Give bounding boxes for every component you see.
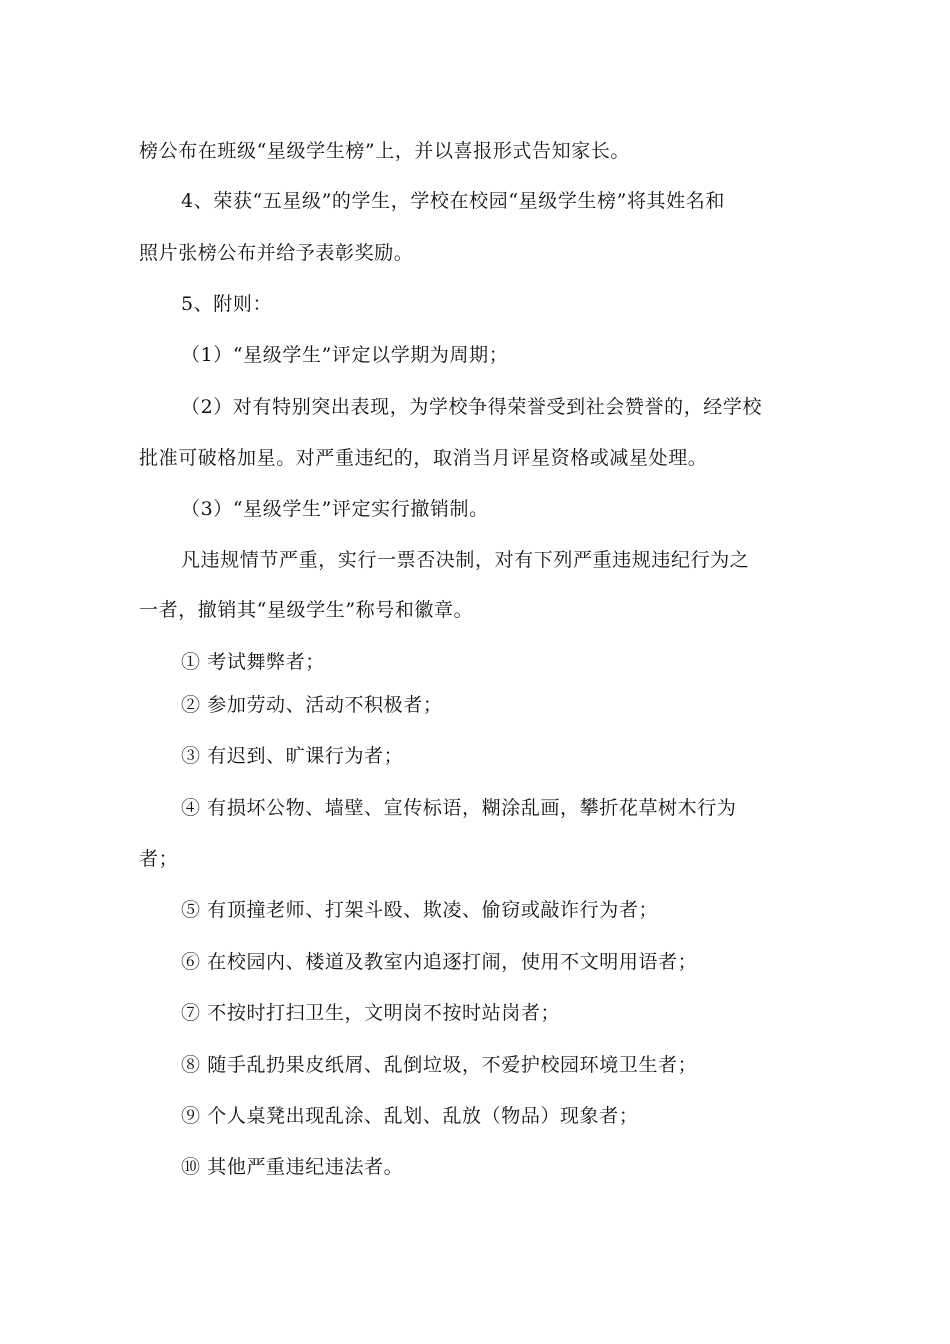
paragraph-line: （3）“星级学生”评定实行撤销制。 (181, 498, 489, 520)
paragraph-line: 一者，撤销其“星级学生”称号和徽章。 (139, 599, 474, 621)
paragraph-line: 批准可破格加星。对严重违纪的，取消当月评星资格或减星处理。 (139, 447, 708, 469)
list-item: ⑥ 在校园内、楼道及教室内追逐打闹，使用不文明用语者； (181, 951, 698, 973)
list-item: ④ 有损坏公物、墙壁、宣传标语，糊涂乱画，攀折花草树木行为 (181, 797, 737, 819)
paragraph-line: （1）“星级学生”评定以学期为周期； (181, 344, 509, 366)
list-item: ③ 有迟到、旷课行为者； (181, 745, 404, 767)
list-item: ⑦ 不按时打扫卫生，文明岗不按时站岗者； (181, 1002, 561, 1024)
list-item: ① 考试舞弊者； (181, 651, 325, 673)
paragraph-line: 榜公布在班级“星级学生榜”上，并以喜报形式告知家长。 (139, 140, 631, 162)
list-item: ⑧ 随手乱扔果皮纸屑、乱倒垃圾，不爱护校园环境卫生者； (181, 1054, 698, 1076)
list-item-continuation: 者； (139, 848, 179, 870)
paragraph-line: 4、荣获“五星级”的学生，学校在校园“星级学生榜”将其姓名和 (181, 190, 725, 212)
paragraph-line: （2）对有特别突出表现，为学校争得荣誉受到社会赞誉的，经学校 (181, 396, 763, 418)
list-item: ② 参加劳动、活动不积极者； (181, 694, 443, 716)
list-item: ⑩ 其他严重违纪违法者。 (181, 1156, 404, 1178)
list-item: ⑤ 有顶撞老师、打架斗殴、欺凌、偷窃或敲诈行为者； (181, 899, 659, 921)
paragraph-line: 照片张榜公布并给予表彰奖励。 (139, 242, 414, 264)
paragraph-line: 凡违规情节严重，实行一票否决制，对有下列严重违规违纪行为之 (181, 549, 750, 571)
section-heading: 5、附则： (181, 293, 273, 315)
list-item: ⑨ 个人桌凳出现乱涂、乱划、乱放（物品）现象者； (181, 1105, 639, 1127)
